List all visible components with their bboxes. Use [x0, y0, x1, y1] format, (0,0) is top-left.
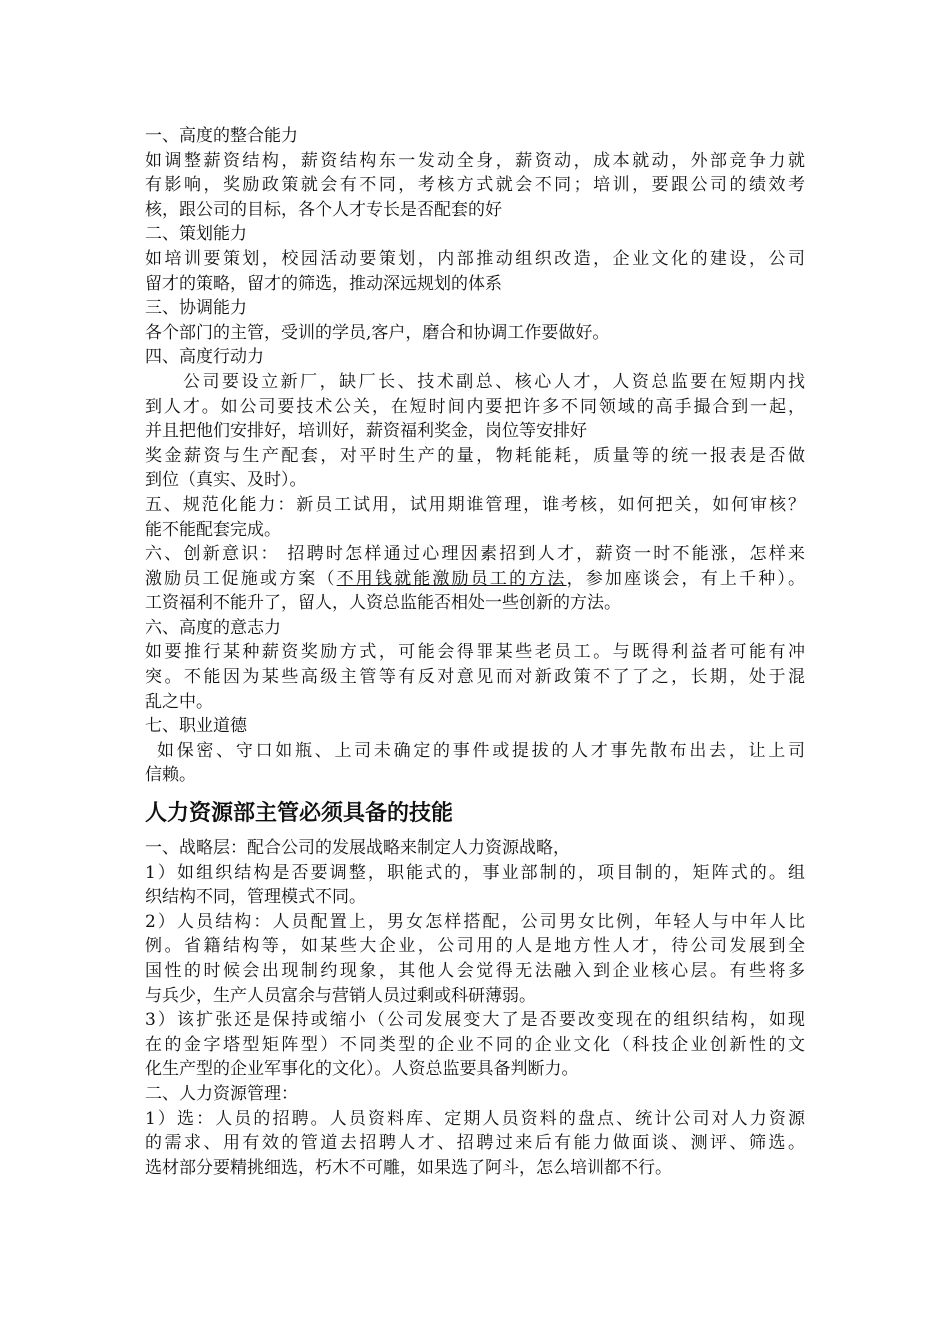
paragraph-line [145, 567, 805, 592]
document-page [145, 124, 805, 1180]
section-title: 一、战略层：配合公司的发展战略来制定人力资源战略， [145, 838, 570, 859]
paragraph-line: 化生产型的企业军事化的文化）。人资总监要具备判断力。 [145, 1059, 579, 1080]
paragraph-line: 六、创新意识： 招聘时怎样通过心理因素招到人才，薪资一时不能涨，怎样来 [145, 544, 805, 565]
paragraph-line: 乱之中。 [145, 691, 213, 712]
paragraph-line: 国性的时候会出现制约现象，其他人会觉得无法融入到企业核心层。有些将多 [145, 961, 805, 981]
paragraph-line: 各个部门的主管，受训的学员,客户，磨合和协调工作要做好。 [145, 322, 610, 343]
paragraph-line: 如调整薪资结构，薪资结构东一发动全身，薪资动，成本就动，外部竞争力就 [145, 150, 805, 171]
paragraph-line: 与兵少，生产人员富余与营销人员过剩或科研薄弱。 [145, 985, 536, 1006]
text-span: 激励员工促施或方案（ [145, 568, 337, 589]
paragraph-line: 的需求、用有效的管道去招聘人才、招聘过来后有能力做面谈、测评、筛选。 [145, 1133, 805, 1154]
paragraph-line: 到人才。如公司要技术公关，在短时间内要把许多不同领域的高手撮合到一起， [145, 396, 805, 417]
main-heading: 人力资源部主管必须具备的技能 [145, 801, 454, 827]
paragraph-line: 如培训要策划，校园活动要策划，内部推动组织改造，企业文化的建设，公司 [145, 248, 805, 269]
section-title: 一、高度的整合能力 [145, 126, 298, 146]
paragraph-line: 如保密、守口如瓶、上司未确定的事件或提拔的人才事先散布出去，让上司 [157, 740, 805, 761]
paragraph-line: 留才的策略，留才的筛选，推动深远规划的体系 [145, 273, 502, 294]
paragraph-line: 公司要设立新厂，缺厂长、技术副总、核心人才，人资总监要在短期内找 [183, 371, 805, 392]
paragraph-line: 突。不能因为某些高级主管等有反对意见而对新政策不了了之，长期，处于混 [145, 667, 805, 688]
section-title: 二、策划能力 [145, 224, 247, 245]
paragraph-line: 并且把他们安排好，培训好，薪资福利奖金，岗位等安排好 [145, 421, 587, 442]
paragraph-line: 到位（真实、及时）。 [145, 470, 307, 491]
underlined-link[interactable]: 不用钱就能激励员工的方法 [336, 568, 567, 589]
paragraph-line: 选材部分要精挑细选，朽木不可雕，如果选了阿斗，怎么培训都不行。 [145, 1157, 672, 1178]
paragraph-line: 3）该扩张还是保持或缩小（公司发展变大了是否要改变现在的组织结构，如现 [145, 1010, 805, 1031]
paragraph-line: 例。省籍结构等，如某些大企业，公司用的人是地方性人才，待公司发展到全 [145, 936, 805, 957]
section-title: 三、协调能力 [145, 298, 247, 319]
paragraph-line: 2）人员结构：人员配置上，男女怎样搭配，公司男女比例，年轻人与中年人比 [145, 911, 805, 932]
paragraph-line: 信赖。 [145, 765, 196, 786]
paragraph-line: 能不能配套完成。 [145, 519, 281, 540]
paragraph-line: 有影响，奖励政策就会有不同，考核方式就会不同；培训，要跟公司的绩效考 [145, 175, 805, 196]
paragraph-line: 奖金薪资与生产配套，对平时生产的量，物耗能耗，质量等的统一报表是否做 [145, 445, 805, 466]
section-title: 二、人力资源管理： [145, 1083, 298, 1104]
paragraph-line: 工资福利不能升了，留人，人资总监能否相处一些创新的方法。 [145, 593, 621, 614]
paragraph-line: 1）选：人员的招聘。人员资料库、定期人员资料的盘点、统计公司对人力资源 [145, 1108, 805, 1129]
paragraph-line: 如要推行某种薪资奖励方式，可能会得罪某些老员工。与既得利益者可能有冲 [145, 642, 805, 663]
paragraph-line: 五、规范化能力：新员工试用，试用期谁管理，谁考核，如何把关，如何审核？ [145, 494, 805, 515]
paragraph-line: 1）如组织结构是否要调整，职能式的，事业部制的，项目制的，矩阵式的。组 [145, 862, 805, 883]
text-span: ，参加座谈会，有上千种）。 [566, 568, 805, 589]
paragraph-line: 织结构不同，管理模式不同。 [145, 887, 366, 908]
paragraph-line: 核，跟公司的目标，各个人才专长是否配套的好 [145, 199, 502, 220]
paragraph-line: 在的金字塔型矩阵型）不同类型的企业不同的企业文化（科技企业创新性的文 [145, 1034, 805, 1055]
section-title: 七、职业道德 [145, 716, 247, 737]
section-title: 六、高度的意志力 [145, 617, 281, 638]
section-title: 四、高度行动力 [145, 347, 264, 368]
